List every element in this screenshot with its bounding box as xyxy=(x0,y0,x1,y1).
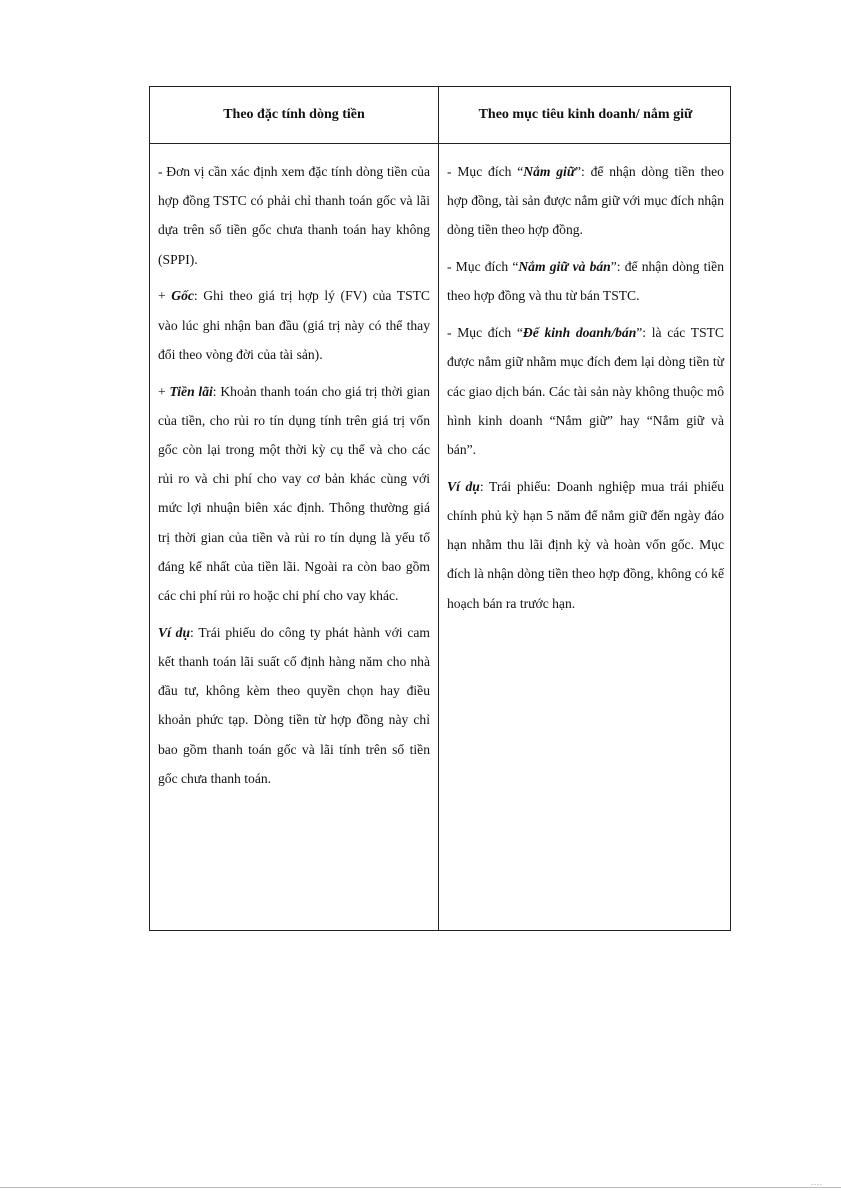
page-bottom-rule xyxy=(0,1187,841,1188)
header-business-objective: Theo mục tiêu kinh doanh/ nắm giữ xyxy=(478,107,693,122)
right-p2-text: ”: để nhận dòng tiền theo hợp đồng và thu từ bán TSTC. xyxy=(447,259,725,304)
column-divider xyxy=(438,87,439,930)
right-p2-prefix: - Mục đích “ xyxy=(447,259,519,275)
right-p1-text: ”: để nhận dòng tiền theo hợp đồng, tài sản được nắm giữ với mục đích nhận dòng tiền theo hợp đồng. xyxy=(447,164,724,238)
right-paragraph-hold xyxy=(447,157,724,245)
header-cash-flow-characteristics: Theo đặc tính dòng tiền xyxy=(223,107,365,122)
right-column-content xyxy=(447,157,724,625)
right-paragraph-hold-and-sell xyxy=(447,252,724,310)
left-column-content xyxy=(158,157,430,801)
right-p3-prefix: - Mục đích “ xyxy=(447,325,523,341)
term-example: Ví dụ xyxy=(158,624,191,640)
left-p2-prefix: + xyxy=(158,288,172,304)
header-divider xyxy=(150,143,730,144)
term-trading: Để kinh doanh/bán xyxy=(522,325,637,341)
right-p3-text: ”: là các TSTC được nắm giữ nhằm mục đích đem lại dòng tiền từ các giao dịch bán. Các tài sản này không thuộc mô hình kinh doanh “Nắm giữ” hay “Nắm giữ và bán”. xyxy=(447,325,725,458)
term-example-right: Ví dụ xyxy=(447,478,480,494)
comparison-table xyxy=(149,86,731,931)
term-interest: Tiền lãi xyxy=(169,383,213,399)
left-paragraph-principal xyxy=(158,281,430,369)
term-principal: Gốc xyxy=(171,288,194,304)
left-p4-text: : Trái phiếu do công ty phát hành với cam kết thanh toán lãi suất cố định hàng năm cho nhà đầu tư, không kèm theo quyền chọn hay điều khoản phức tạp. Dòng tiền từ hợp đồng này chỉ bao gồm thanh toán gốc và lãi tính trên số tiền gốc chưa thanh toán. xyxy=(158,624,430,786)
left-p1-text: - Đơn vị cần xác định xem đặc tính dòng tiền của hợp đồng TSTC có phải chỉ thanh toán gốc và lãi dựa trên số tiền gốc chưa thanh toán hay không (SPPI). xyxy=(158,164,430,267)
left-p2-text: : Ghi theo giá trị hợp lý (FV) của TSTC vào lúc ghi nhận ban đầu (giá trị này có thể thay đổi theo vòng đời của tài sản). xyxy=(158,288,430,362)
left-paragraph-interest xyxy=(158,377,430,611)
right-p4-text: : Trái phiếu: Doanh nghiệp mua trái phiếu chính phủ kỳ hạn 5 năm để nắm giữ đến ngày đáo hạn nhằm thu lãi định kỳ và hoàn vốn gốc. Mục đích là nhận dòng tiền theo hợp đồng, không có kế hoạch bán ra trước hạn. xyxy=(447,478,725,611)
term-hold-and-sell: Nắm giữ và bán xyxy=(518,259,611,275)
right-paragraph-example xyxy=(447,472,724,618)
page-corner-marks: .... xyxy=(811,1178,823,1187)
right-p1-prefix: - Mục đích “ xyxy=(447,164,524,179)
term-hold: Nắm giữ xyxy=(523,164,575,179)
left-p3-prefix: + xyxy=(158,383,170,399)
left-p3-text: : Khoản thanh toán cho giá trị thời gian của tiền, cho rủi ro tín dụng tính trên giá trị vốn gốc còn lại trong một thời kỳ cụ thể và cho các rủi ro và chi phí cho vay cơ bản khác cùng với mức lợi nhuận biên xác định. Thông thường giá trị thời gian của tiền và rủi ro tín dụng là yếu tố đáng kể nhất của tiền lãi. Ngoài ra còn bao gồm các chi phí rủi ro hoặc chi phí cho vay khác. xyxy=(158,383,430,604)
right-paragraph-trading xyxy=(447,318,724,464)
left-paragraph-example xyxy=(158,618,430,793)
left-paragraph-sppi xyxy=(158,157,430,274)
